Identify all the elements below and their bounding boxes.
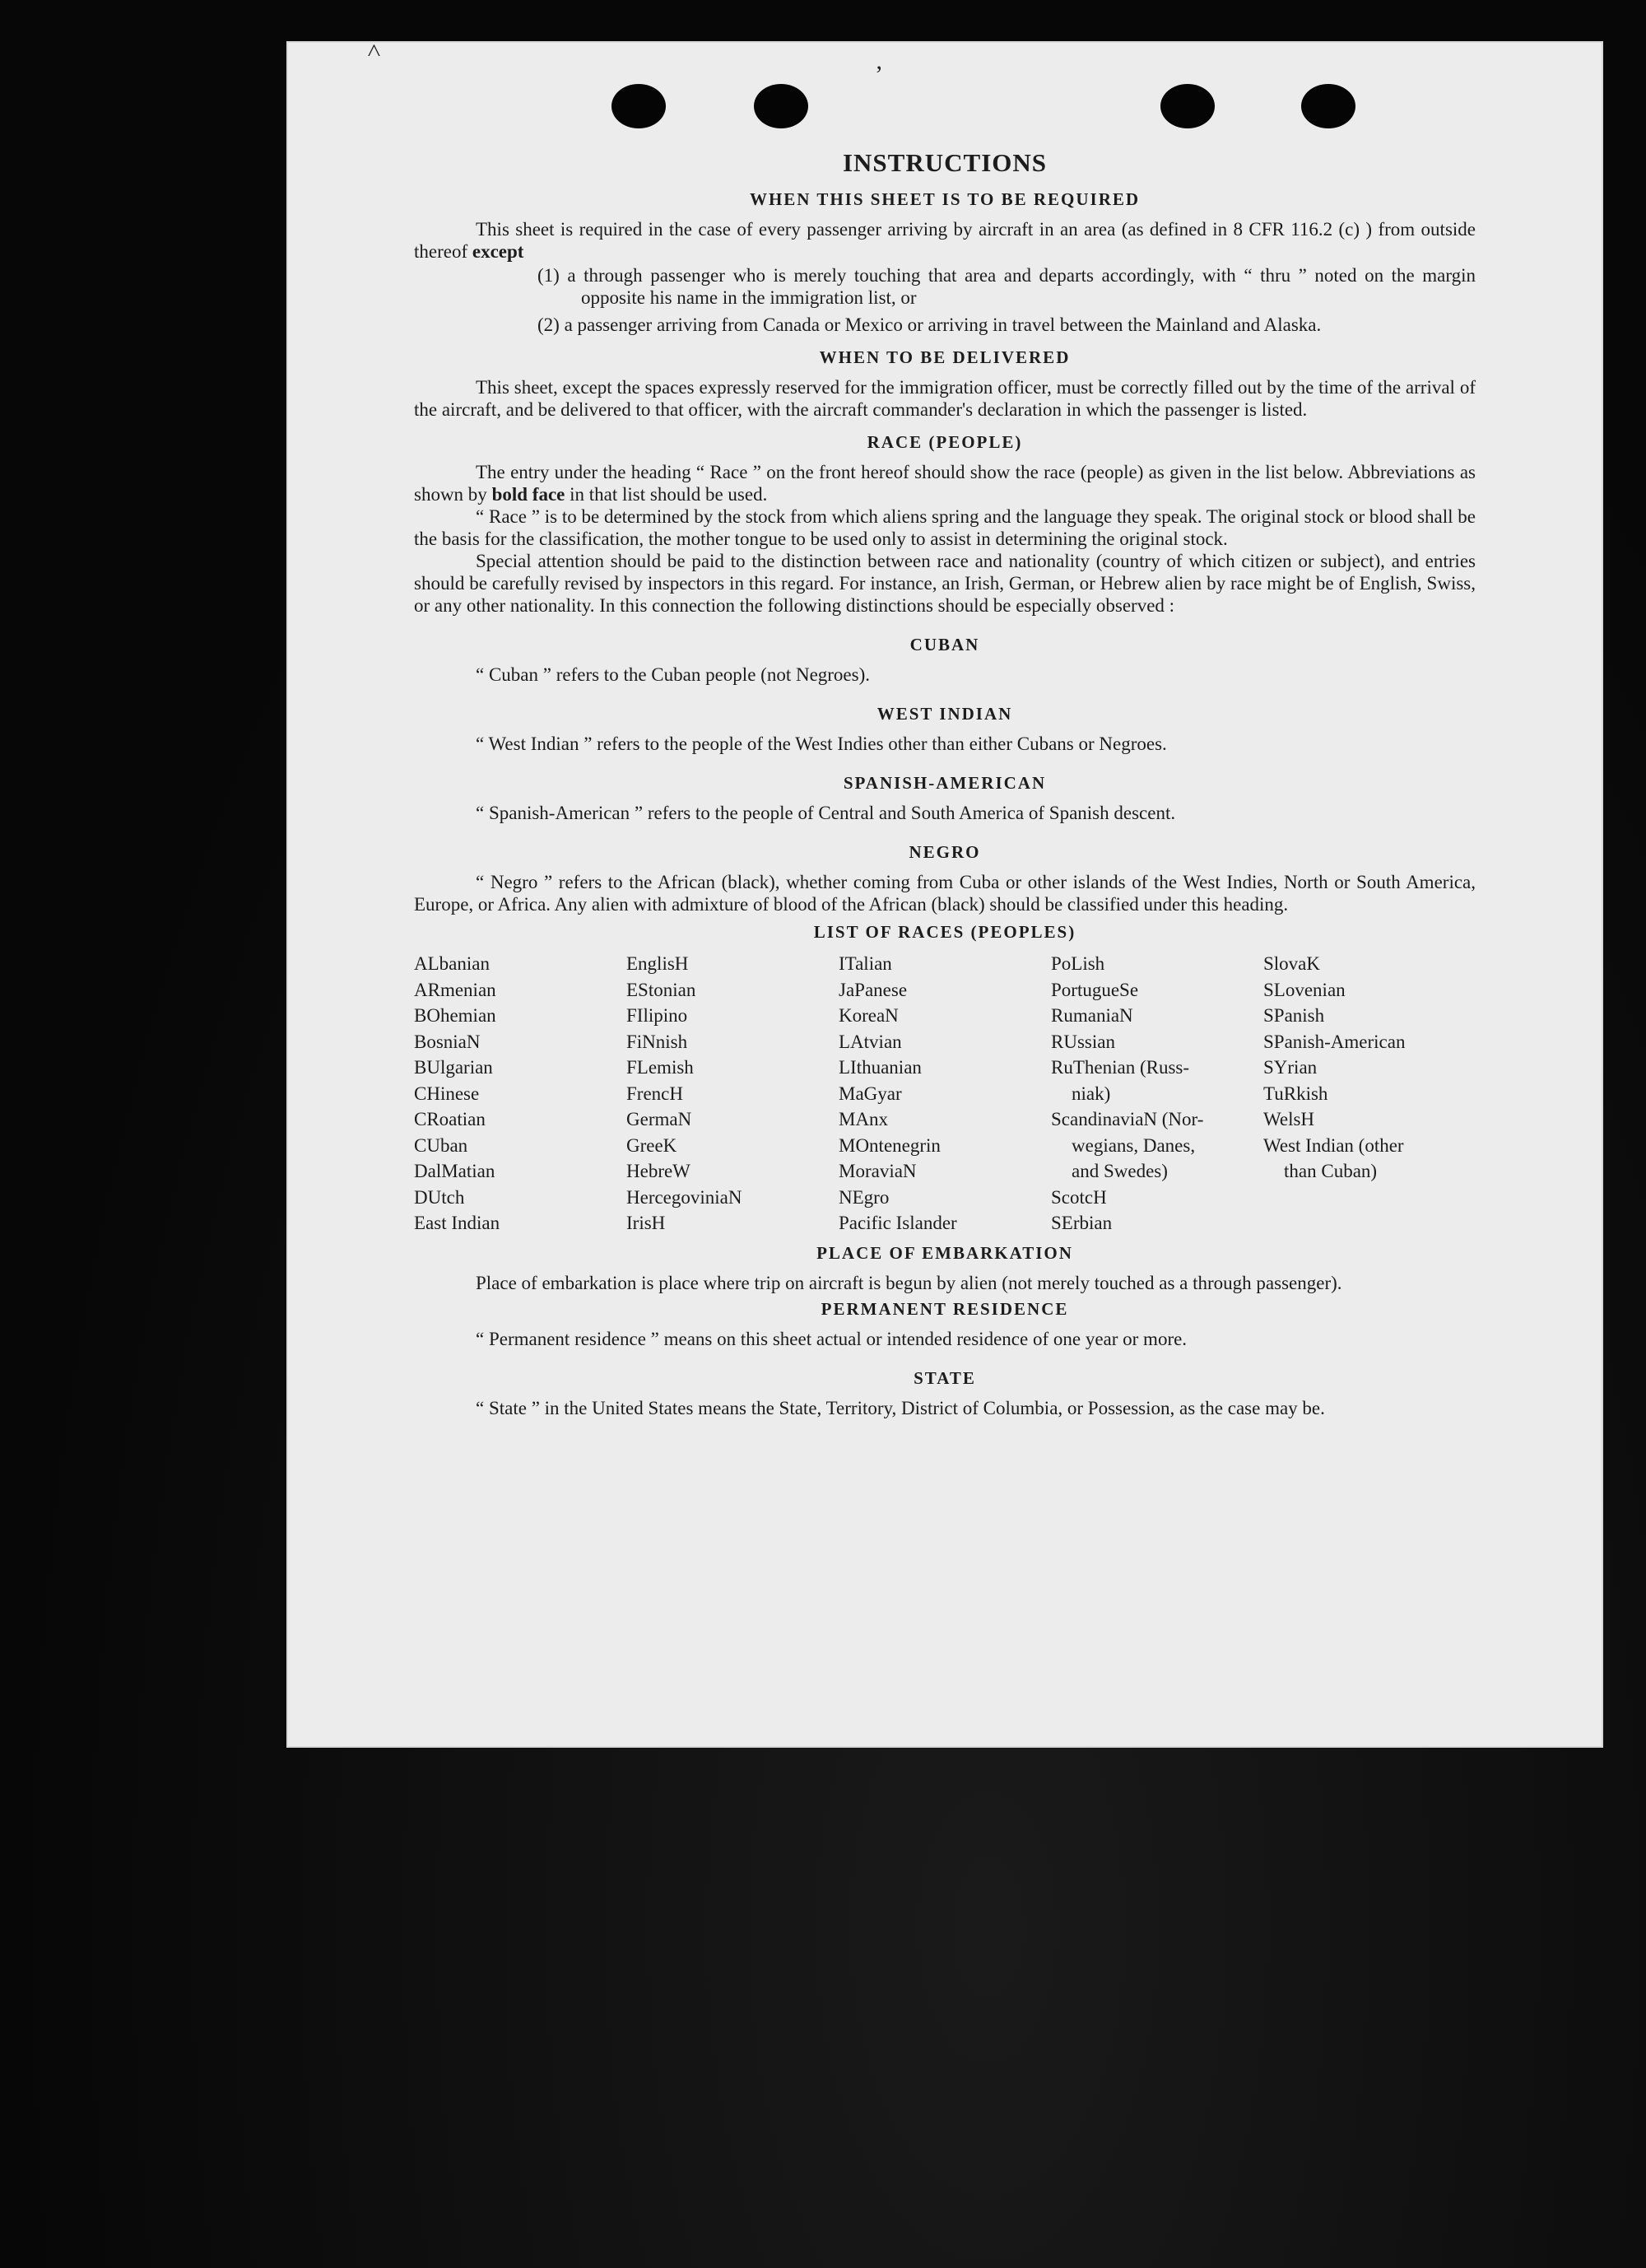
section-heading: LIST OF RACES (PEOPLES) [813,922,1076,942]
race-item: MaGyar [839,1083,902,1104]
races-column [1263,951,1476,1236]
paragraph: This sheet, except the spaces expressly reserved for the immigration officer, must be correctly filled out by the time of the arrival of the aircraft, and be delivered to that officer, with the aircraft commander's declaration in which the passenger is listed. [414,377,1476,420]
race-item: SLovenian [1263,979,1346,1000]
race-item: BOhemian [414,1005,496,1026]
paragraph: Place of embarkation is place where trip on aircraft is begun by alien (not merely touched as a through passenger). [476,1272,1342,1293]
race-item: wegians, Danes, [1072,1134,1196,1156]
race-item: LAtvian [839,1031,902,1052]
race-item: TuRkish [1263,1083,1328,1104]
races-column [626,951,839,1236]
race-item: RuThenian (Russ- [1051,1057,1190,1078]
race-item: niak) [1072,1083,1111,1104]
race-item: GermaN [626,1109,692,1129]
race-item: SErbian [1051,1213,1113,1233]
instructions-content [414,148,1476,1419]
race-item: MAnx [839,1109,889,1129]
race-item: DUtch [414,1186,465,1208]
section-heading: WHEN TO BE DELIVERED [819,347,1071,367]
race-item: FrencH [626,1083,683,1104]
paragraph: Special attention should be paid to the distinction between race and nationality (country of which citizen or subject), and entries should be carefully revised by inspectors in this regard. For instance, an Irish, German, or Hebrew alien by race might be of English, Swiss, or any other nationality. In this connection the following distinctions should be especially observed : [414,551,1476,616]
punch-hole [611,84,666,128]
race-item: HercegoviniaN [626,1186,742,1208]
race-item: MOntenegrin [839,1134,941,1156]
race-item: SlovaK [1263,953,1320,974]
scan-mark: ˄ [367,37,381,64]
race-item: FiNnish [626,1031,688,1052]
section-heading: NEGRO [909,842,981,862]
race-item: JaPanese [839,979,908,1000]
race-item: PortugueSe [1051,979,1139,1000]
races-column [839,951,1051,1236]
paragraph: “ Cuban ” refers to the Cuban people (not Negroes). [476,664,871,685]
race-item: East Indian [414,1213,500,1233]
race-item: ITalian [839,953,892,974]
race-item: MoraviaN [839,1161,917,1181]
paragraph: “ State ” in the United States means the State, Territory, District of Columbia, or Possession, as the case may be. [476,1397,1325,1418]
paragraph: “ Spanish-American ” refers to the people of Central and South America of Spanish descent. [476,803,1176,823]
race-item: CRoatian [414,1109,486,1129]
race-item: NEgro [839,1186,890,1208]
section-heading: CUBAN [909,635,980,654]
race-item: HebreW [626,1161,690,1181]
race-item: EnglisH [626,953,689,974]
race-item: ALbanian [414,953,490,974]
race-item: RumaniaN [1051,1005,1133,1026]
paragraph: “ Negro ” refers to the African (black), whether coming from Cuba or other islands of the West Indies, North or South America, Europe, or Africa. Any alien with admixture of blood of the African (black) should be classified under this heading. [414,872,1476,915]
section-heading: WEST INDIAN [876,704,1013,724]
list-item: (1) a through passenger who is merely touching that area and departs accordingly, with “ thru ” noted on the margin opposite his name in the immigration list, or [537,265,1476,308]
races-column [414,951,626,1236]
race-item: KoreaN [839,1005,899,1026]
race-item: BUlgarian [414,1057,493,1078]
list-item: (2) a passenger arriving from Canada or Mexico or arriving in travel between the Mainland and Alaska. [537,314,1322,335]
paragraph-text: in that list should be used. [570,484,768,505]
section-heading: PERMANENT RESIDENCE [821,1298,1069,1319]
race-item: West Indian (other [1263,1134,1404,1156]
emphasis-text: bold face [491,484,565,505]
paragraph [414,218,1476,263]
race-item: SYrian [1263,1057,1318,1078]
punch-hole [1301,84,1355,128]
race-item: SPanish [1263,1005,1325,1026]
paragraph: “ Permanent residence ” means on this sheet actual or intended residence of one year or more. [476,1328,1188,1349]
race-item: and Swedes) [1072,1161,1168,1181]
race-item: SPanish-American [1263,1031,1406,1052]
race-item: ScandinaviaN (Nor- [1051,1109,1204,1129]
race-item: Pacific Islander [839,1213,957,1233]
race-item: FIlipino [626,1005,688,1026]
races-column [1051,951,1263,1236]
race-item: PoLish [1051,953,1105,974]
paragraph: “ West Indian ” refers to the people of the West Indies other than either Cubans or Negroes. [476,733,1167,754]
emphasis-text: except [472,241,524,262]
race-item: CHinese [414,1083,480,1104]
section-heading: RACE (PEOPLE) [867,432,1023,452]
race-item: EStonian [626,979,696,1000]
paragraph-text: This sheet is required in the case of every passenger arriving by aircraft in an area (as defined in 8 CFR 116.2 (c) ) from outside thereof [414,219,1476,262]
races-list [414,951,1476,1236]
section-heading: WHEN THIS SHEET IS TO BE REQUIRED [749,189,1141,209]
race-item: than Cuban) [1284,1161,1378,1181]
punch-hole [1160,84,1215,128]
race-item: DalMatian [414,1161,495,1181]
race-item: ScotcH [1051,1186,1107,1208]
race-item: RUssian [1051,1031,1115,1052]
paragraph [414,461,1476,505]
document-sheet [286,37,1603,1748]
race-item: GreeK [626,1134,677,1156]
page-title: INSTRUCTIONS [842,148,1047,177]
race-item: FLemish [626,1057,694,1078]
scan-mark: ’ [875,61,883,88]
race-item: WelsH [1263,1109,1315,1129]
race-item: ARmenian [414,979,496,1000]
section-heading: SPANISH-AMERICAN [843,773,1047,793]
section-heading: PLACE OF EMBARKATION [816,1242,1073,1263]
race-item: CUban [414,1134,468,1156]
punch-hole [754,84,808,128]
race-item: IrisH [626,1213,666,1233]
race-item: BosniaN [414,1031,481,1052]
section-heading: STATE [914,1367,976,1388]
paragraph-text: The entry under the heading “ Race ” on the front hereof should show the race (people) as given in the list below. Abbreviations as shown by [414,462,1476,505]
race-item: LIthuanian [839,1057,922,1078]
paragraph: “ Race ” is to be determined by the stock from which aliens spring and the language they speak. The original stock or blood shall be the basis for the classification, the mother tongue to be used only to assist in determining the original stock. [414,506,1476,549]
